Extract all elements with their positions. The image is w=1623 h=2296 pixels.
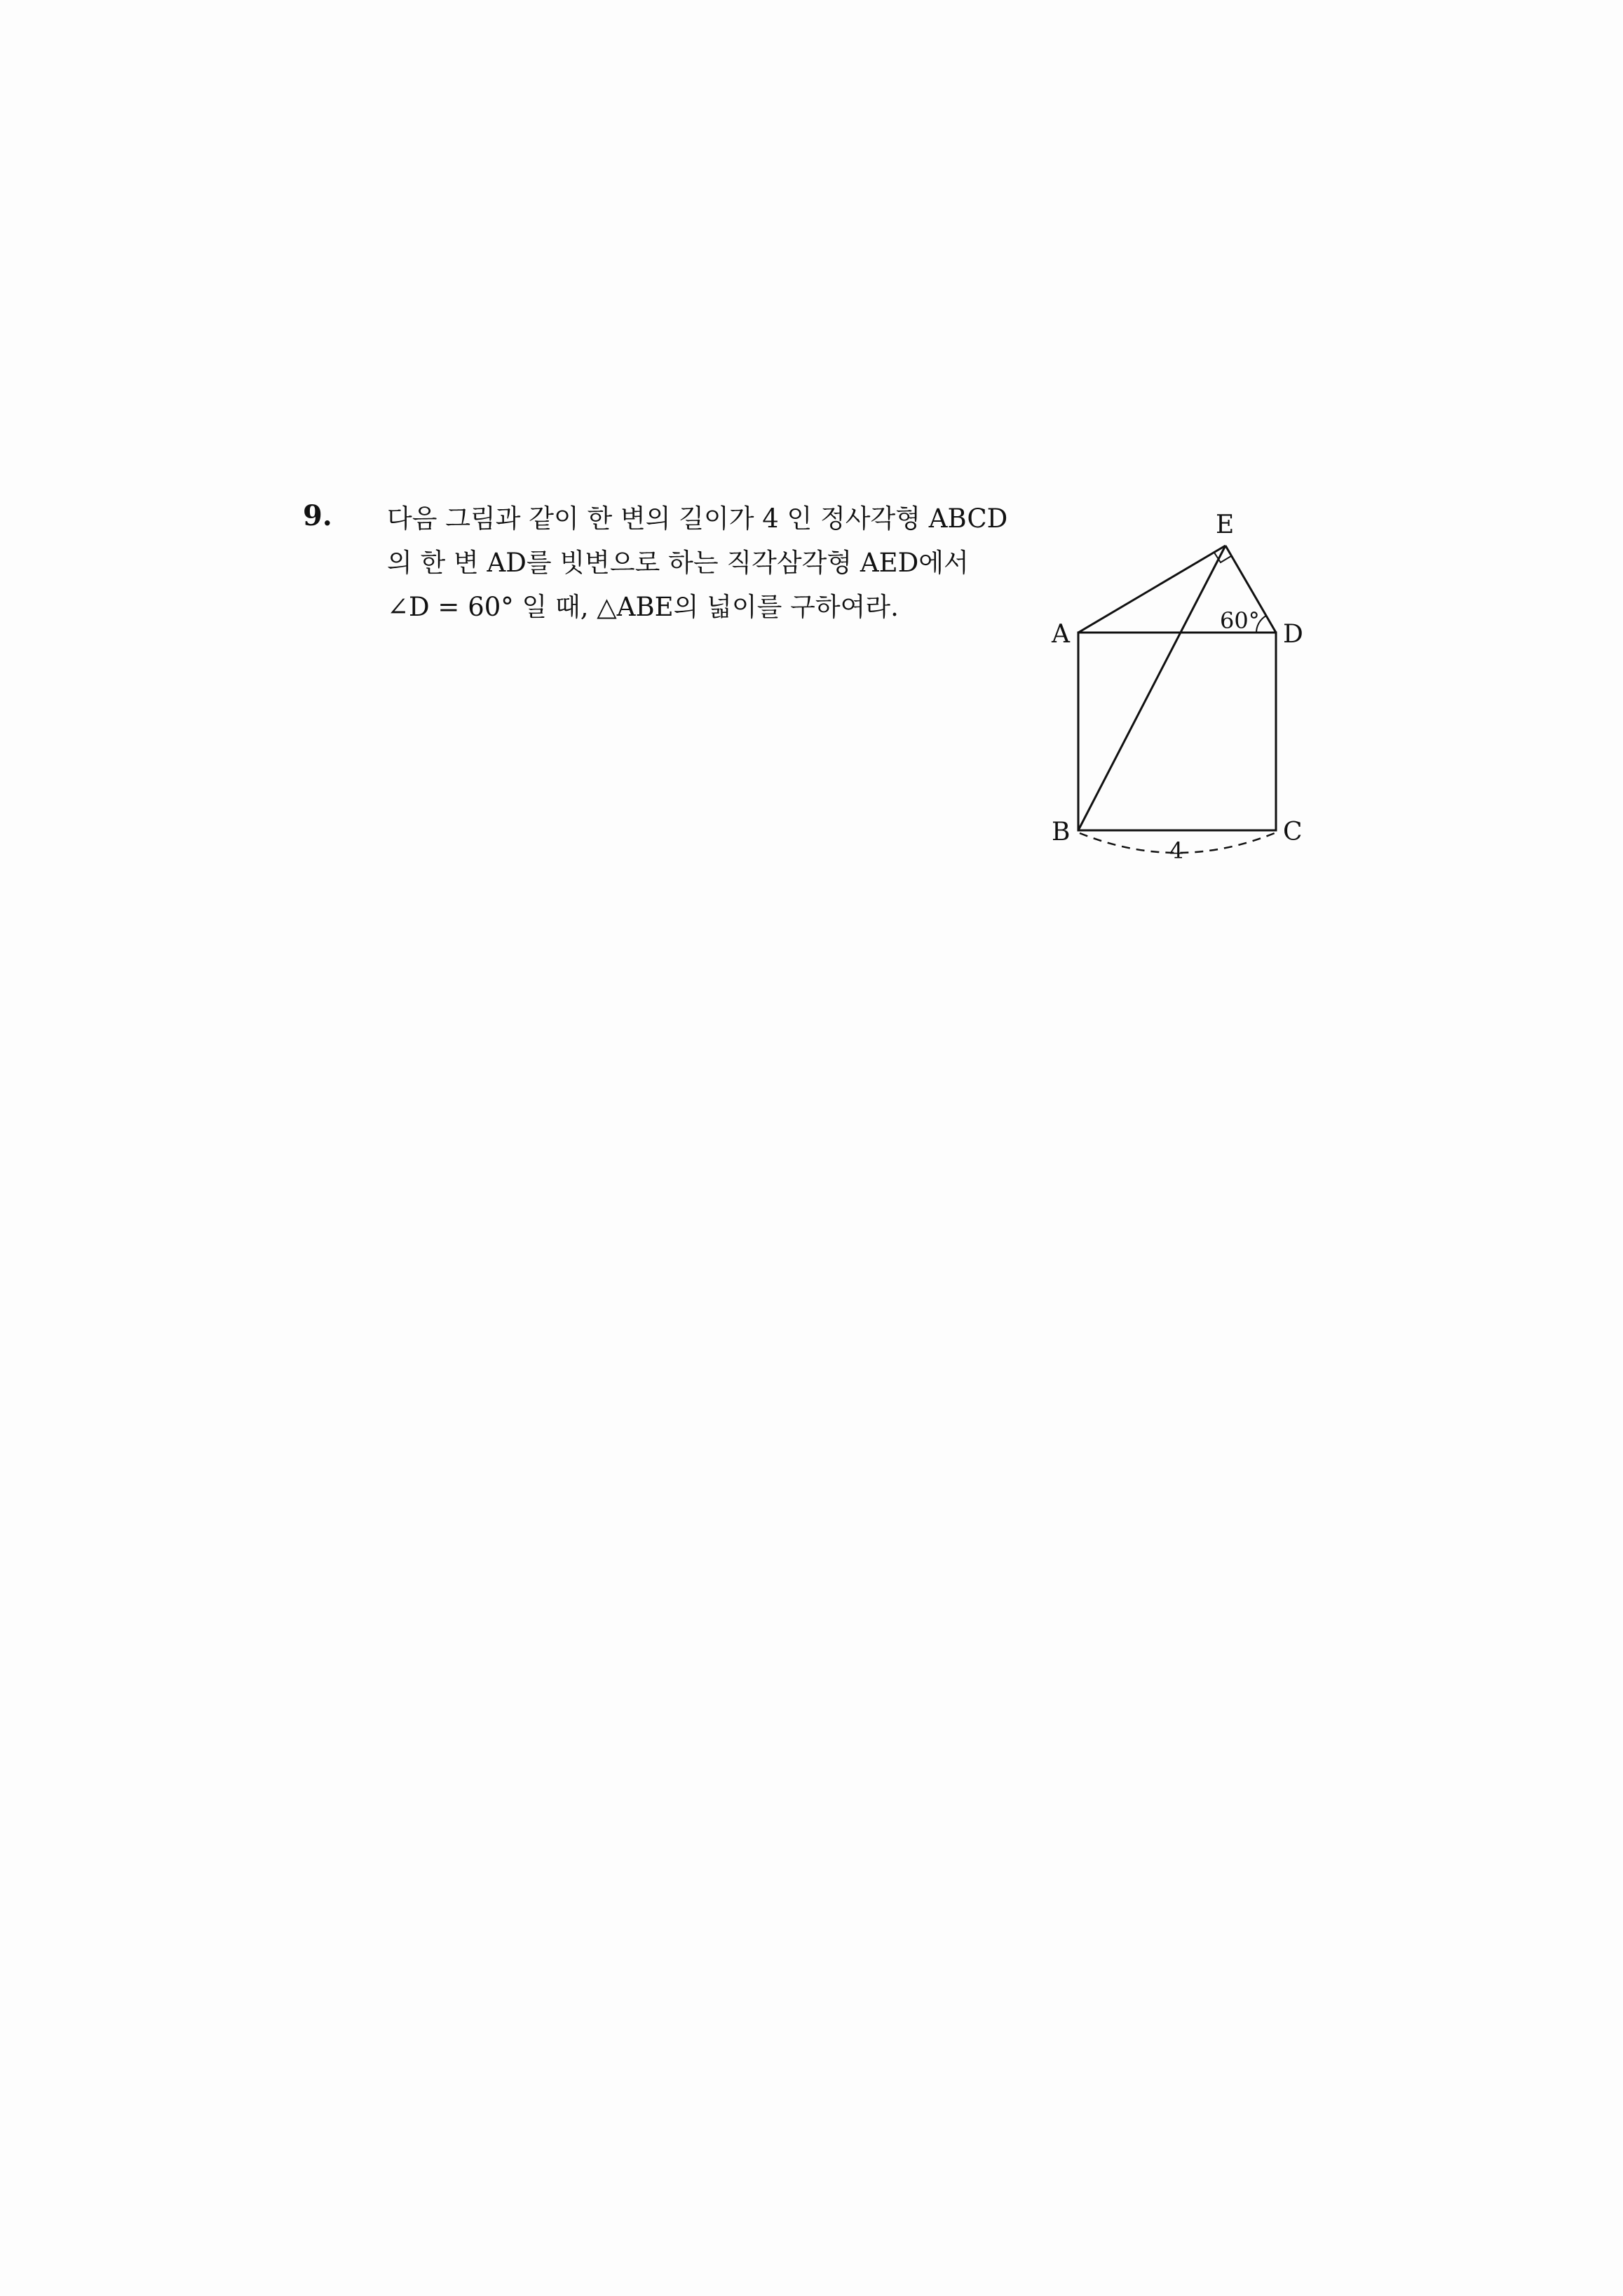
problem-line-3: ∠D = 60° 일 때, △ABE의 넓이를 구하여라. (387, 592, 899, 622)
label-d: D (1283, 620, 1303, 649)
label-c: C (1283, 818, 1303, 846)
side-length-label: 4 (1169, 837, 1184, 864)
problem-line-1: 다음 그림과 같이 한 변의 길이가 4 인 정사각형 ABCD (387, 504, 1008, 534)
problem-statement (387, 497, 1032, 629)
label-a: A (1052, 620, 1070, 649)
problem-line-2: 의 한 변 AD를 빗변으로 하는 직각삼각형 AED에서 (387, 548, 969, 578)
square-abcd (1078, 633, 1276, 830)
label-e: E (1216, 511, 1235, 539)
problem-number: 9. (303, 499, 332, 532)
angle-label-d: 60° (1220, 607, 1260, 634)
label-b: B (1052, 818, 1071, 846)
geometry-figure (1038, 505, 1332, 870)
